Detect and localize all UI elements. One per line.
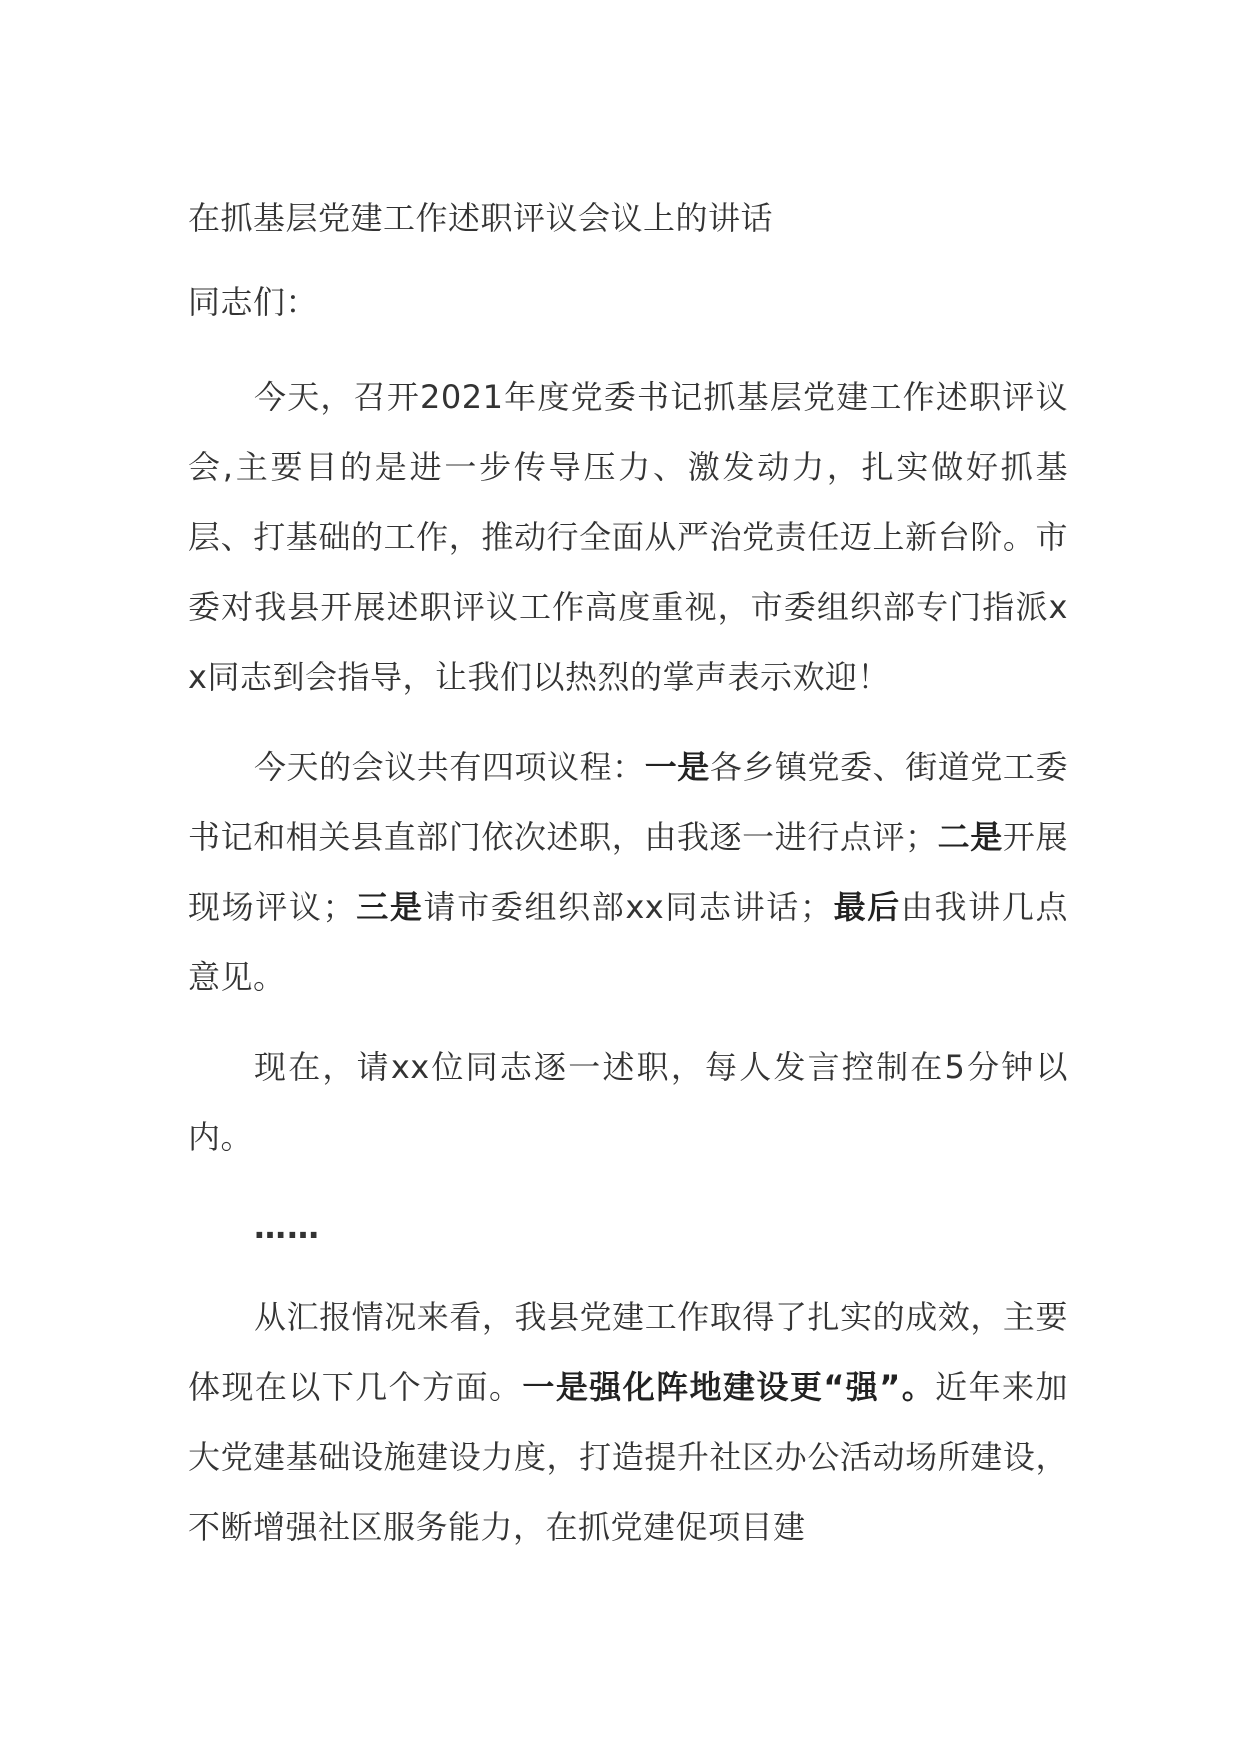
agenda-item-3: 请市委组织部xx同志讲话； [423,888,833,926]
agenda-key-1: 一是 [644,748,710,786]
greeting: 同志们： [188,283,319,321]
agenda-key-4: 最后 [832,888,901,926]
agenda-key-2: 二是 [937,818,1003,856]
agenda-key-3: 三是 [355,888,424,926]
paragraph-opening: 今天，召开2021年度党委书记抓基层党建工作述职评议会,主要目的是进一步传导压力、激发动力，扎实做好抓基层、打基础的工作，推动行全面从严治党责任迈上新台阶。市委对我县开展述职评议工作高度重视，市委组织部专门指派xx同志到会指导，让我们以热烈的掌声表示欢迎！ [188,378,1068,696]
paragraph-report-order: 现在，请xx位同志逐一述职，每人发言控制在5分钟以内。 [188,1048,1068,1156]
ellipsis: …… [254,1208,320,1246]
agenda-lead: 今天的会议共有四项议程： [254,748,645,786]
achievement-text-1: 近年来加大党建基础设施建设力度，打造提升社区办公活动场所建设，不断增强社区服务能力，在抓党建促项目建 [188,1368,1068,1546]
document-page [188,196,1068,1562]
agenda-item-2: 开展现场评议； [188,818,1068,926]
agenda-item-4: 由我讲几点意见。 [188,888,1068,996]
paragraph-agenda [188,732,1068,1012]
achievements-lead: 从汇报情况来看，我县党建工作取得了扎实的成效，主要体现在以下几个方面。 [188,1298,1068,1406]
document-title: 在抓基层党建工作述职评议会议上的讲话 [188,199,774,237]
paragraph-achievements [188,1282,1068,1562]
agenda-item-1: 各乡镇党委、街道党工委书记和相关县直部门依次述职，由我逐一进行点评； [188,748,1068,856]
achievement-heading-1: 一是强化阵地建设更“强”。 [522,1368,936,1406]
